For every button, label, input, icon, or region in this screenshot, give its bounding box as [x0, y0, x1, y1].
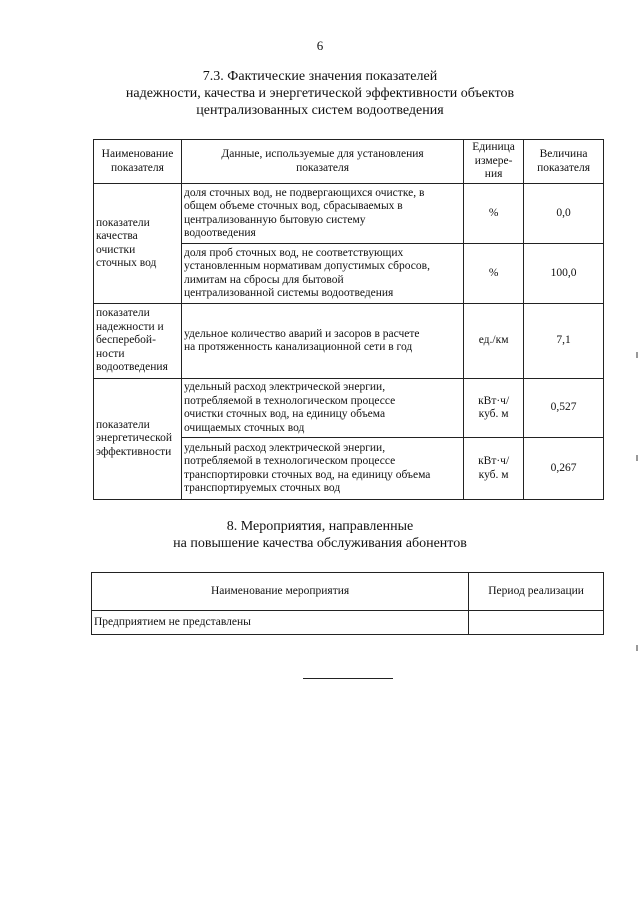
measures-header-row [92, 573, 604, 611]
section-7-3-title-line: централизованных систем водоотведения [196, 103, 444, 118]
header-period: Период реализации [469, 573, 604, 611]
table-row [94, 304, 604, 379]
section-7-3-title-line: надежности, качества и энергетической эффективности объектов [125, 86, 515, 101]
data-description: удельный расход электрической энергии, потребляемой в технологическом процессе транспортировки сточных вод, на единицу объема транспортируемых сточных вод [181, 438, 463, 500]
value-cell: 100,0 [524, 244, 604, 304]
section-7-3-title-line: 7.3. Фактические значения показателей [202, 69, 438, 84]
energy-group-name: показатели энергетической эффективности [94, 379, 182, 500]
unit-cell: % [464, 184, 524, 244]
unit-cell: ед./км [464, 304, 524, 379]
table-row [94, 184, 604, 244]
value-cell: 7,1 [524, 304, 604, 379]
data-description: доля сточных вод, не подвергающихся очистке, в общем объеме сточных вод, сбрасываемых в централизованную бытовую систему водоотведения [181, 184, 463, 244]
section-7-3-title [0, 68, 640, 119]
header-data: Данные, используемые для установления показателя [181, 140, 463, 184]
section-8-title [0, 518, 640, 552]
header-unit: Единица измере- ния [464, 140, 524, 184]
section-8-title-line: 8. Мероприятия, направленные [226, 519, 414, 534]
data-description: удельное количество аварий и засоров в расчете на протяженность канализационной сети в год [181, 304, 463, 379]
measure-period-cell [469, 611, 604, 635]
indicators-table [93, 139, 604, 500]
scan-edge-mark [636, 352, 638, 358]
unit-cell: кВт·ч/ куб. м [464, 379, 524, 438]
header-value: Величина показателя [524, 140, 604, 184]
value-cell: 0,0 [524, 184, 604, 244]
header-indicator-name: Наименование показателя [94, 140, 182, 184]
unit-cell: % [464, 244, 524, 304]
quality-group-name: показатели качества очистки сточных вод [94, 184, 182, 304]
section-8-title-line: на повышение качества обслуживания абонентов [173, 536, 467, 551]
scan-edge-mark [636, 455, 638, 461]
measure-name-cell: Предприятием не представлены [92, 611, 469, 635]
unit-cell: кВт·ч/ куб. м [464, 438, 524, 500]
data-description: удельный расход электрической энергии, потребляемой в технологическом процессе очистки сточных вод, на единицу объема очищаемых сточных вод [181, 379, 463, 438]
measures-table [91, 572, 604, 635]
reliability-group-name: показатели надежности и бесперебой- ности водоотведения [94, 304, 182, 379]
table-row [92, 611, 604, 635]
scan-edge-mark [636, 645, 638, 651]
data-description: доля проб сточных вод, не соответствующих установленным нормативам допустимых сбросов, лимитам на сбросы для бытовой централизованной системы водоотведения [181, 244, 463, 304]
header-measure-name: Наименование мероприятия [92, 573, 469, 611]
value-cell: 0,267 [524, 438, 604, 500]
indicators-header-row [94, 140, 604, 184]
footer-divider [303, 678, 393, 679]
table-row [94, 379, 604, 438]
value-cell: 0,527 [524, 379, 604, 438]
page-number: 6 [316, 38, 324, 53]
